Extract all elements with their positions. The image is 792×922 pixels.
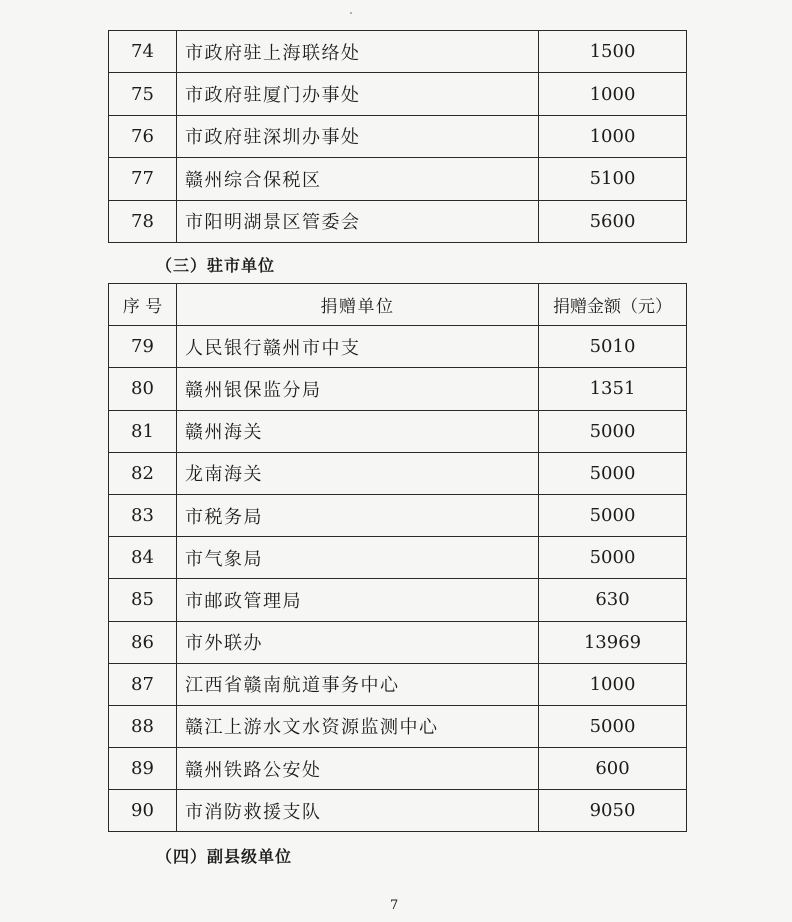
donor-unit: 赣江上游水文水资源监测中心 (177, 705, 539, 747)
row-number: 88 (109, 705, 177, 747)
donor-unit: 市政府驻厦门办事处 (177, 73, 539, 115)
table-row (109, 115, 687, 157)
row-number: 83 (109, 494, 177, 536)
donation-amount: 630 (539, 579, 687, 621)
donation-amount: 5100 (539, 158, 687, 200)
donor-unit: 市消防救援支队 (177, 790, 539, 832)
row-number: 80 (109, 368, 177, 410)
table-row (109, 200, 687, 242)
table-row (109, 368, 687, 410)
donor-unit: 龙南海关 (177, 452, 539, 494)
table-header-row (109, 284, 687, 326)
row-number: 75 (109, 73, 177, 115)
donor-unit: 赣州综合保税区 (177, 158, 539, 200)
row-number: 76 (109, 115, 177, 157)
column-header-unit: 捐赠单位 (177, 284, 539, 326)
table-row (109, 73, 687, 115)
donation-amount: 13969 (539, 621, 687, 663)
donation-amount: 600 (539, 748, 687, 790)
donation-amount: 1000 (539, 73, 687, 115)
row-number: 79 (109, 326, 177, 368)
donor-unit: 赣州银保监分局 (177, 368, 539, 410)
donation-amount: 5600 (539, 200, 687, 242)
page-number: 7 (390, 898, 399, 913)
donation-amount: 5000 (539, 452, 687, 494)
donor-unit: 市邮政管理局 (177, 579, 539, 621)
table-row (109, 326, 687, 368)
table-row (109, 621, 687, 663)
table-row (109, 158, 687, 200)
column-header-amount: 捐赠金额（元） (539, 284, 687, 326)
table-row (109, 748, 687, 790)
table-row (109, 579, 687, 621)
donation-table-continued (108, 30, 687, 243)
table-row (109, 705, 687, 747)
donation-amount: 1000 (539, 115, 687, 157)
donor-unit: 市税务局 (177, 494, 539, 536)
row-number: 86 (109, 621, 177, 663)
table-row (109, 410, 687, 452)
donation-amount: 5010 (539, 326, 687, 368)
donor-unit: 人民银行赣州市中支 (177, 326, 539, 368)
donation-amount: 5000 (539, 537, 687, 579)
donation-amount: 1000 (539, 663, 687, 705)
row-number: 87 (109, 663, 177, 705)
table-row (109, 663, 687, 705)
row-number: 85 (109, 579, 177, 621)
row-number: 77 (109, 158, 177, 200)
row-number: 74 (109, 31, 177, 73)
row-number: 89 (109, 748, 177, 790)
section-heading-deputy-county-units: （四）副县级单位 (156, 847, 293, 866)
scan-speck (350, 12, 352, 14)
donor-unit: 江西省赣南航道事务中心 (177, 663, 539, 705)
donor-unit: 市阳明湖景区管委会 (177, 200, 539, 242)
table-row (109, 452, 687, 494)
donation-amount: 5000 (539, 705, 687, 747)
donor-unit: 赣州铁路公安处 (177, 748, 539, 790)
donor-unit: 市政府驻上海联络处 (177, 31, 539, 73)
table-row (109, 790, 687, 832)
row-number: 78 (109, 200, 177, 242)
row-number: 81 (109, 410, 177, 452)
table-row (109, 537, 687, 579)
donation-amount: 1500 (539, 31, 687, 73)
donation-amount: 5000 (539, 494, 687, 536)
row-number: 82 (109, 452, 177, 494)
donor-unit: 市政府驻深圳办事处 (177, 115, 539, 157)
donation-amount: 5000 (539, 410, 687, 452)
table-row (109, 31, 687, 73)
donation-amount: 1351 (539, 368, 687, 410)
donor-unit: 市外联办 (177, 621, 539, 663)
table-row (109, 494, 687, 536)
row-number: 84 (109, 537, 177, 579)
donor-unit: 市气象局 (177, 537, 539, 579)
donation-amount: 9050 (539, 790, 687, 832)
section-heading-city-units: （三）驻市单位 (156, 256, 276, 275)
donor-unit: 赣州海关 (177, 410, 539, 452)
row-number: 90 (109, 790, 177, 832)
column-header-number: 序 号 (109, 284, 177, 326)
donation-table-city-units (108, 283, 687, 832)
